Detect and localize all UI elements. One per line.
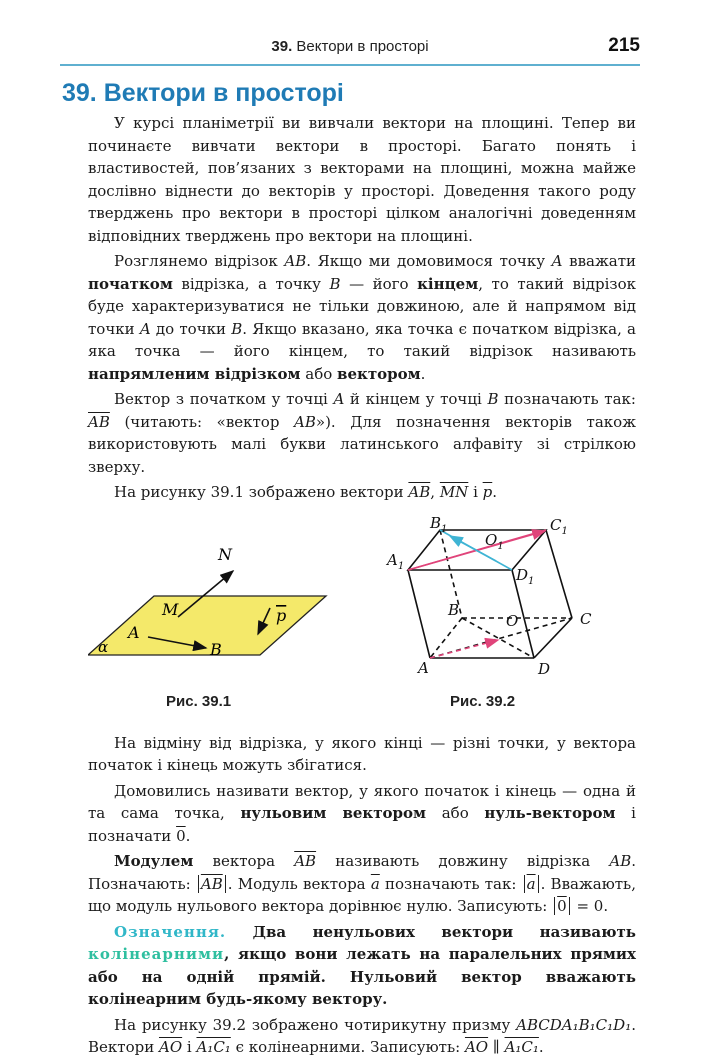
paragraph-segment: Розглянемо відрізок AB. Якщо ми домовимося точку A вважати початком відрізка, а точку B — його кінцем, то такий відрізок буде характеризуватися не тільки довжиною, але й напрямом від точки A до точки B. Якщо вказано, яка точка є початком відрізка, а яка точка — його кінцем, то такий відрізок називають напрямленим відрізком або вектором. [88,252,637,383]
fig-39-2 [408,530,572,658]
figures [88,516,636,716]
paragraph-coincide: На відміну від відрізка, у якого кінці — різні точки, у вектора початок і кінець можуть збігатися. [88,733,636,774]
fig-39-1 [88,545,326,659]
svg-text:B1: $B_1$ [430,515,448,535]
svg-text:A1: $A_1$ [387,550,405,572]
body-text [88,112,636,1059]
label-n: N [218,544,232,564]
svg-text:O1: $O_1$ [485,530,504,552]
paragraph-zero-vector: Домовились називати вектор, у якого початок і кінець — одна й та сама точка, нульовим вектором або нуль-вектором і позначати 0. [88,781,636,845]
caption-fig-39-2: Рис. 39.2 [450,692,516,710]
paragraph-prism: На рисунку 39.2 зображено чотирикутну призму ABCDA₁B₁C₁D₁. Вектори $\overline{AO}$ і A₁C₁ є колінеарними. Записують: $\overline{AO}$ ∥ A₁C₁. [88,1015,636,1056]
label-m: M [162,599,179,619]
running-header [60,34,640,64]
plane-alpha [88,596,326,655]
svg-text:A: A [418,658,429,677]
definition-collinear: Означення. Два ненульових вектори називають колінеарними, якщо вони лежать на паралельних прямих або на одній прямій. Нульовий вектор вважають колінеарним будь-якому вектору. [88,922,636,1008]
fig-39-2-labels [385,516,592,678]
svg-text:B: B [448,600,460,619]
svg-text:O: O [506,611,519,630]
caption-fig-39-1: Рис. 39.1 [166,692,232,710]
label-p: p [276,605,287,625]
section-title: 39. Вектори в просторі [62,79,344,107]
paragraph-figure-ref: На рисунку 39.1 зображено вектори $\overline{AB}$, $\overline{MN}$ і $\overline{p}$. [114,483,498,501]
figures-svg [88,516,636,692]
label-b: B [210,639,222,659]
svg-text:D: D [538,659,551,678]
running-title: 39. Вектори в просторі [271,38,429,55]
label-a: A [128,622,140,642]
label-alpha: α [98,637,109,656]
svg-text:C1: $C_1$ [550,515,568,537]
vector-ao [430,640,498,658]
svg-text:C: C [580,609,592,628]
header-rule [60,64,640,66]
paragraph-intro: У курсі планіметрії ви вивчали вектори на площині. Тепер ви починаєте вивчати вектори в просторі. Багато понять і властивостей, пов’язаних з векторами на площині, можна майже дослівно віднести до векторів у просторі. Доведення такого роду тверджень про вектори в просторі цілком аналогічні доведенням відповідних тверджень про вектори на площині. [88,114,636,245]
paragraph-notation: Вектор з початком у точці A й кінцем у точці B позначають так: $\overline{AB}$ (читають: «вектор AB»). Для позначення векторів також використовують малі букви латинського алфавіту зі стрілкою зверху. [88,390,636,476]
page-number: 215 [608,35,640,56]
svg-text:D1: $D_1$ [516,565,535,587]
paragraph-modulus: Модулем вектора $\overline{AB}$ називають довжину відрізка AB. Позначають: $\overline{AB}$ . Модуль вектора $\overline{a}$ позначають так: $\overline{a}$ . Вважають, що модуль нульового вектора дорівнює нулю. Записують: 0 = 0. [88,852,637,915]
